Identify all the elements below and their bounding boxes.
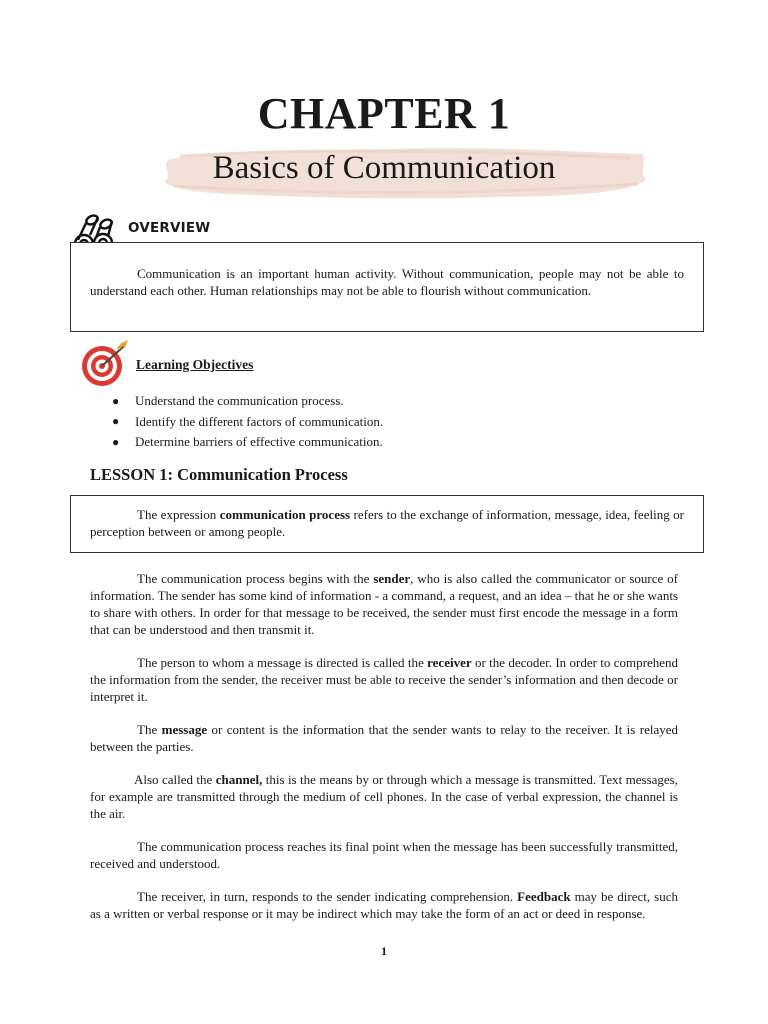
definition-text: The expression communication process refers to the exchange of information, message, idea, feeling or perception between or among people. <box>90 507 684 539</box>
bullet-icon: ● <box>112 434 120 449</box>
lesson-heading: LESSON 1: Communication Process <box>90 465 348 484</box>
definition-box <box>70 495 704 553</box>
paragraph: Also called the channel, this is the means by or through which a message is transmitted. Text messages, for example are transmitted through the medium of cell phones. In the case of verbal expression, the channel is the air. <box>90 772 678 821</box>
paragraph: The person to whom a message is directed is called the receiver or the decoder. In order to comprehend the information from the sender, the receiver must be able to receive the sender’s information and then decode or interpret it. <box>90 655 678 704</box>
overview-box <box>70 242 704 332</box>
list-item: ● Determine barriers of effective communication. <box>112 434 383 450</box>
paragraph: The communication process reaches its final point when the message has been successfully transmitted, received and understood. <box>90 839 678 871</box>
chapter-subtitle: Basics of Communication <box>212 150 556 186</box>
objectives-list <box>112 391 383 453</box>
paragraph: The receiver, in turn, responds to the sender indicating comprehension. Feedback may be direct, such as a written or verbal response or it may be indirect which may take the form of an act or deed in response. <box>90 889 678 921</box>
list-item: ● Identify the different factors of communication. <box>112 413 384 429</box>
target-icon <box>80 340 132 388</box>
chapter-title: CHAPTER 1 <box>257 89 511 138</box>
paragraph: The message or content is the information that the sender wants to relay to the receiver. It is relayed between the parties. <box>90 722 678 754</box>
overview-label: OVERVIEW <box>128 220 211 236</box>
list-item: ● Understand the communication process. <box>112 393 344 409</box>
paragraph: The communication process begins with the sender, who is also called the communicator or source of information. The sender has some kind of information - a command, a request, and an idea – that he or she wants to share with others. In order for that message to be received, the sender must first encode the message in a form that can be understood and then transmit it. <box>90 571 678 637</box>
page-number: 1 <box>381 944 387 958</box>
overview-text: Communication is an important human activity. Without communication, people may not be able to understand each other. Human relationships may not be able to flourish without communication. <box>90 266 684 298</box>
bullet-icon: ● <box>112 414 120 429</box>
bullet-icon: ● <box>112 393 120 408</box>
learning-objectives-heading: Learning Objectives <box>136 357 254 372</box>
lesson-body <box>90 570 678 938</box>
